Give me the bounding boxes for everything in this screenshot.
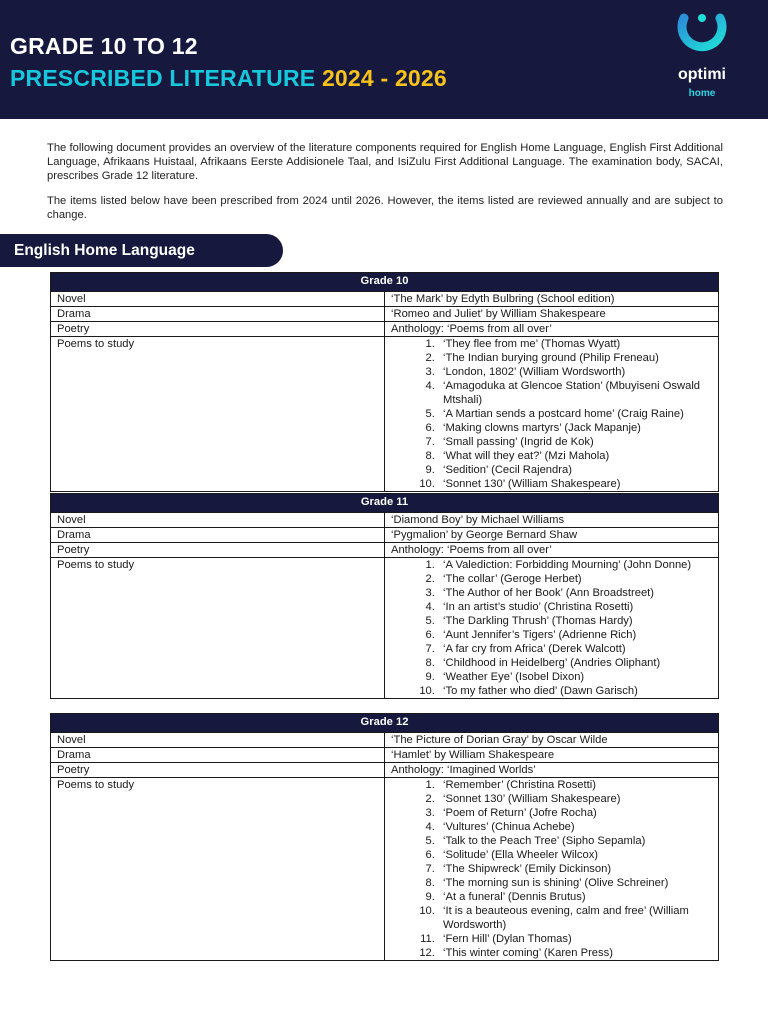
table-row (51, 307, 719, 322)
grade-heading: Grade 11 (51, 494, 719, 513)
poem-item: 6. ‘Solitude’ (Ella Wheeler Wilcox) (438, 848, 712, 862)
poem-item: 5. ‘The Darkling Thrush’ (Thomas Hardy) (438, 614, 712, 628)
subtitle-years: 2024 - 2026 (321, 65, 447, 91)
row-value: ‘Diamond Boy’ by Michael Williams (385, 513, 719, 528)
table-row (51, 292, 719, 307)
poem-list (391, 337, 712, 491)
grade-heading: Grade 10 (51, 273, 719, 292)
table-row (51, 558, 719, 699)
poem-item: 2. ‘The Indian burying ground (Philip Freneau) (438, 351, 712, 365)
logo-name: optimi (678, 66, 726, 83)
poem-item: 3. ‘The Author of her Book’ (Ann Broadstreet) (438, 586, 712, 600)
logo-arc-icon (662, 12, 742, 68)
page-subtitle (10, 65, 447, 92)
poem-item: 2. ‘The collar’ (Geroge Herbet) (438, 572, 712, 586)
poem-item: 5. ‘Talk to the Peach Tree’ (Sipho Sepamla) (438, 834, 712, 848)
row-value: Anthology: ‘Poems from all over’ (385, 322, 719, 337)
poem-item: 4. ‘Amagoduka at Glencoe Station’ (Mbuyiseni Oswald Mtshali) (438, 379, 712, 407)
table-row (51, 337, 719, 492)
row-label: Poetry (51, 543, 385, 558)
poem-item: 7. ‘The Shipwreck’ (Emily Dickinson) (438, 862, 712, 876)
row-value: ‘The Mark’ by Edyth Bulbring (School edition) (385, 292, 719, 307)
table-row (51, 528, 719, 543)
page-title: GRADE 10 TO 12 (10, 33, 198, 59)
poem-list-cell (385, 558, 719, 699)
row-value: ‘Hamlet’ by William Shakespeare (385, 748, 719, 763)
poem-item: 5. ‘A Martian sends a postcard home’ (Craig Raine) (438, 407, 712, 421)
poem-item: 9. ‘Sedition’ (Cecil Rajendra) (438, 463, 712, 477)
table-row (51, 763, 719, 778)
table-row (51, 543, 719, 558)
table-row (51, 778, 719, 961)
poem-item: 10. ‘It is a beauteous evening, calm and free’ (William Wordsworth) (438, 904, 712, 932)
optimi-logo (662, 12, 742, 102)
intro-paragraph-2: The items listed below have been prescribed from 2024 until 2026. However, the items listed are reviewed annually and are subject to change. (47, 195, 723, 221)
section-heading (0, 234, 283, 267)
row-value: Anthology: ‘Imagined Worlds’ (385, 763, 719, 778)
row-label: Poetry (51, 763, 385, 778)
table-row (51, 513, 719, 528)
poem-item: 3. ‘Poem of Return’ (Jofre Rocha) (438, 806, 712, 820)
row-label: Drama (51, 307, 385, 322)
row-value: ‘Pygmalion’ by George Bernard Shaw (385, 528, 719, 543)
row-label: Poetry (51, 322, 385, 337)
row-value: Anthology: ‘Poems from all over’ (385, 543, 719, 558)
row-value: ‘Romeo and Juliet’ by William Shakespeare (385, 307, 719, 322)
row-label: Novel (51, 733, 385, 748)
row-value: ‘The Picture of Dorian Gray’ by Oscar Wilde (385, 733, 719, 748)
poem-item: 1. ‘Remember’ (Christina Rosetti) (438, 778, 712, 792)
poem-item: 4. ‘Vultures’ (Chinua Achebe) (438, 820, 712, 834)
table-row (51, 748, 719, 763)
page-header (0, 0, 768, 119)
poem-list-cell (385, 337, 719, 492)
poem-list (391, 558, 712, 698)
row-label: Drama (51, 528, 385, 543)
poem-item: 3. ‘London, 1802’ (William Wordsworth) (438, 365, 712, 379)
poem-list (391, 778, 712, 960)
poem-item: 7. ‘A far cry from Africa’ (Derek Walcott) (438, 642, 712, 656)
poem-item: 10. ‘Sonnet 130’ (William Shakespeare) (438, 477, 712, 491)
poem-list-cell (385, 778, 719, 961)
row-label: Novel (51, 292, 385, 307)
poem-item: 4. ‘In an artist’s studio’ (Christina Rosetti) (438, 600, 712, 614)
poem-item: 8. ‘What will they eat?’ (Mzi Mahola) (438, 449, 712, 463)
row-label: Drama (51, 748, 385, 763)
poem-item: 8. ‘The morning sun is shining’ (Olive Schreiner) (438, 876, 712, 890)
poem-item: 11. ‘Fern Hill’ (Dylan Thomas) (438, 932, 712, 946)
poem-item: 12. ‘This winter coming’ (Karen Press) (438, 946, 712, 960)
poem-item: 6. ‘Making clowns martyrs’ (Jack Mapanje) (438, 421, 712, 435)
poem-item: 8. ‘Childhood in Heidelberg’ (Andries Oliphant) (438, 656, 712, 670)
row-label: Novel (51, 513, 385, 528)
poem-item: 1. ‘They flee from me’ (Thomas Wyatt) (438, 337, 712, 351)
row-label: Poems to study (51, 558, 385, 699)
logo-subtext: home (688, 88, 716, 99)
row-label: Poems to study (51, 778, 385, 961)
poem-item: 2. ‘Sonnet 130’ (William Shakespeare) (438, 792, 712, 806)
table-row (51, 733, 719, 748)
row-label: Poems to study (51, 337, 385, 492)
intro-paragraph-1: The following document provides an overview of the literature components required for English Home Language, English First Additional Language, Afrikaans Huistaal, Afrikaans Eerste Addisionele Taal, and IsiZulu First Additional Language. The examination body, SACAI, prescribes Grade 12 literature. (47, 142, 723, 182)
section-title: English Home Language (14, 242, 195, 259)
grade-heading: Grade 12 (51, 714, 719, 733)
poem-item: 9. ‘Weather Eye’ (Isobel Dixon) (438, 670, 712, 684)
subtitle-text: PRESCRIBED LITERATURE (10, 65, 322, 91)
poem-item: 1. ‘A Valediction: Forbidding Mourning’ (John Donne) (438, 558, 712, 572)
grade-12-table (50, 713, 719, 961)
poem-item: 6. ‘Aunt Jennifer’s Tigers’ (Adrienne Rich) (438, 628, 712, 642)
table-row (51, 322, 719, 337)
poem-item: 9. ‘At a funeral’ (Dennis Brutus) (438, 890, 712, 904)
poem-item: 10. ‘To my father who died’ (Dawn Garisch) (438, 684, 712, 698)
grade-11-table (50, 493, 719, 699)
grade-10-table (50, 272, 719, 492)
poem-item: 7. ‘Small passing’ (Ingrid de Kok) (438, 435, 712, 449)
